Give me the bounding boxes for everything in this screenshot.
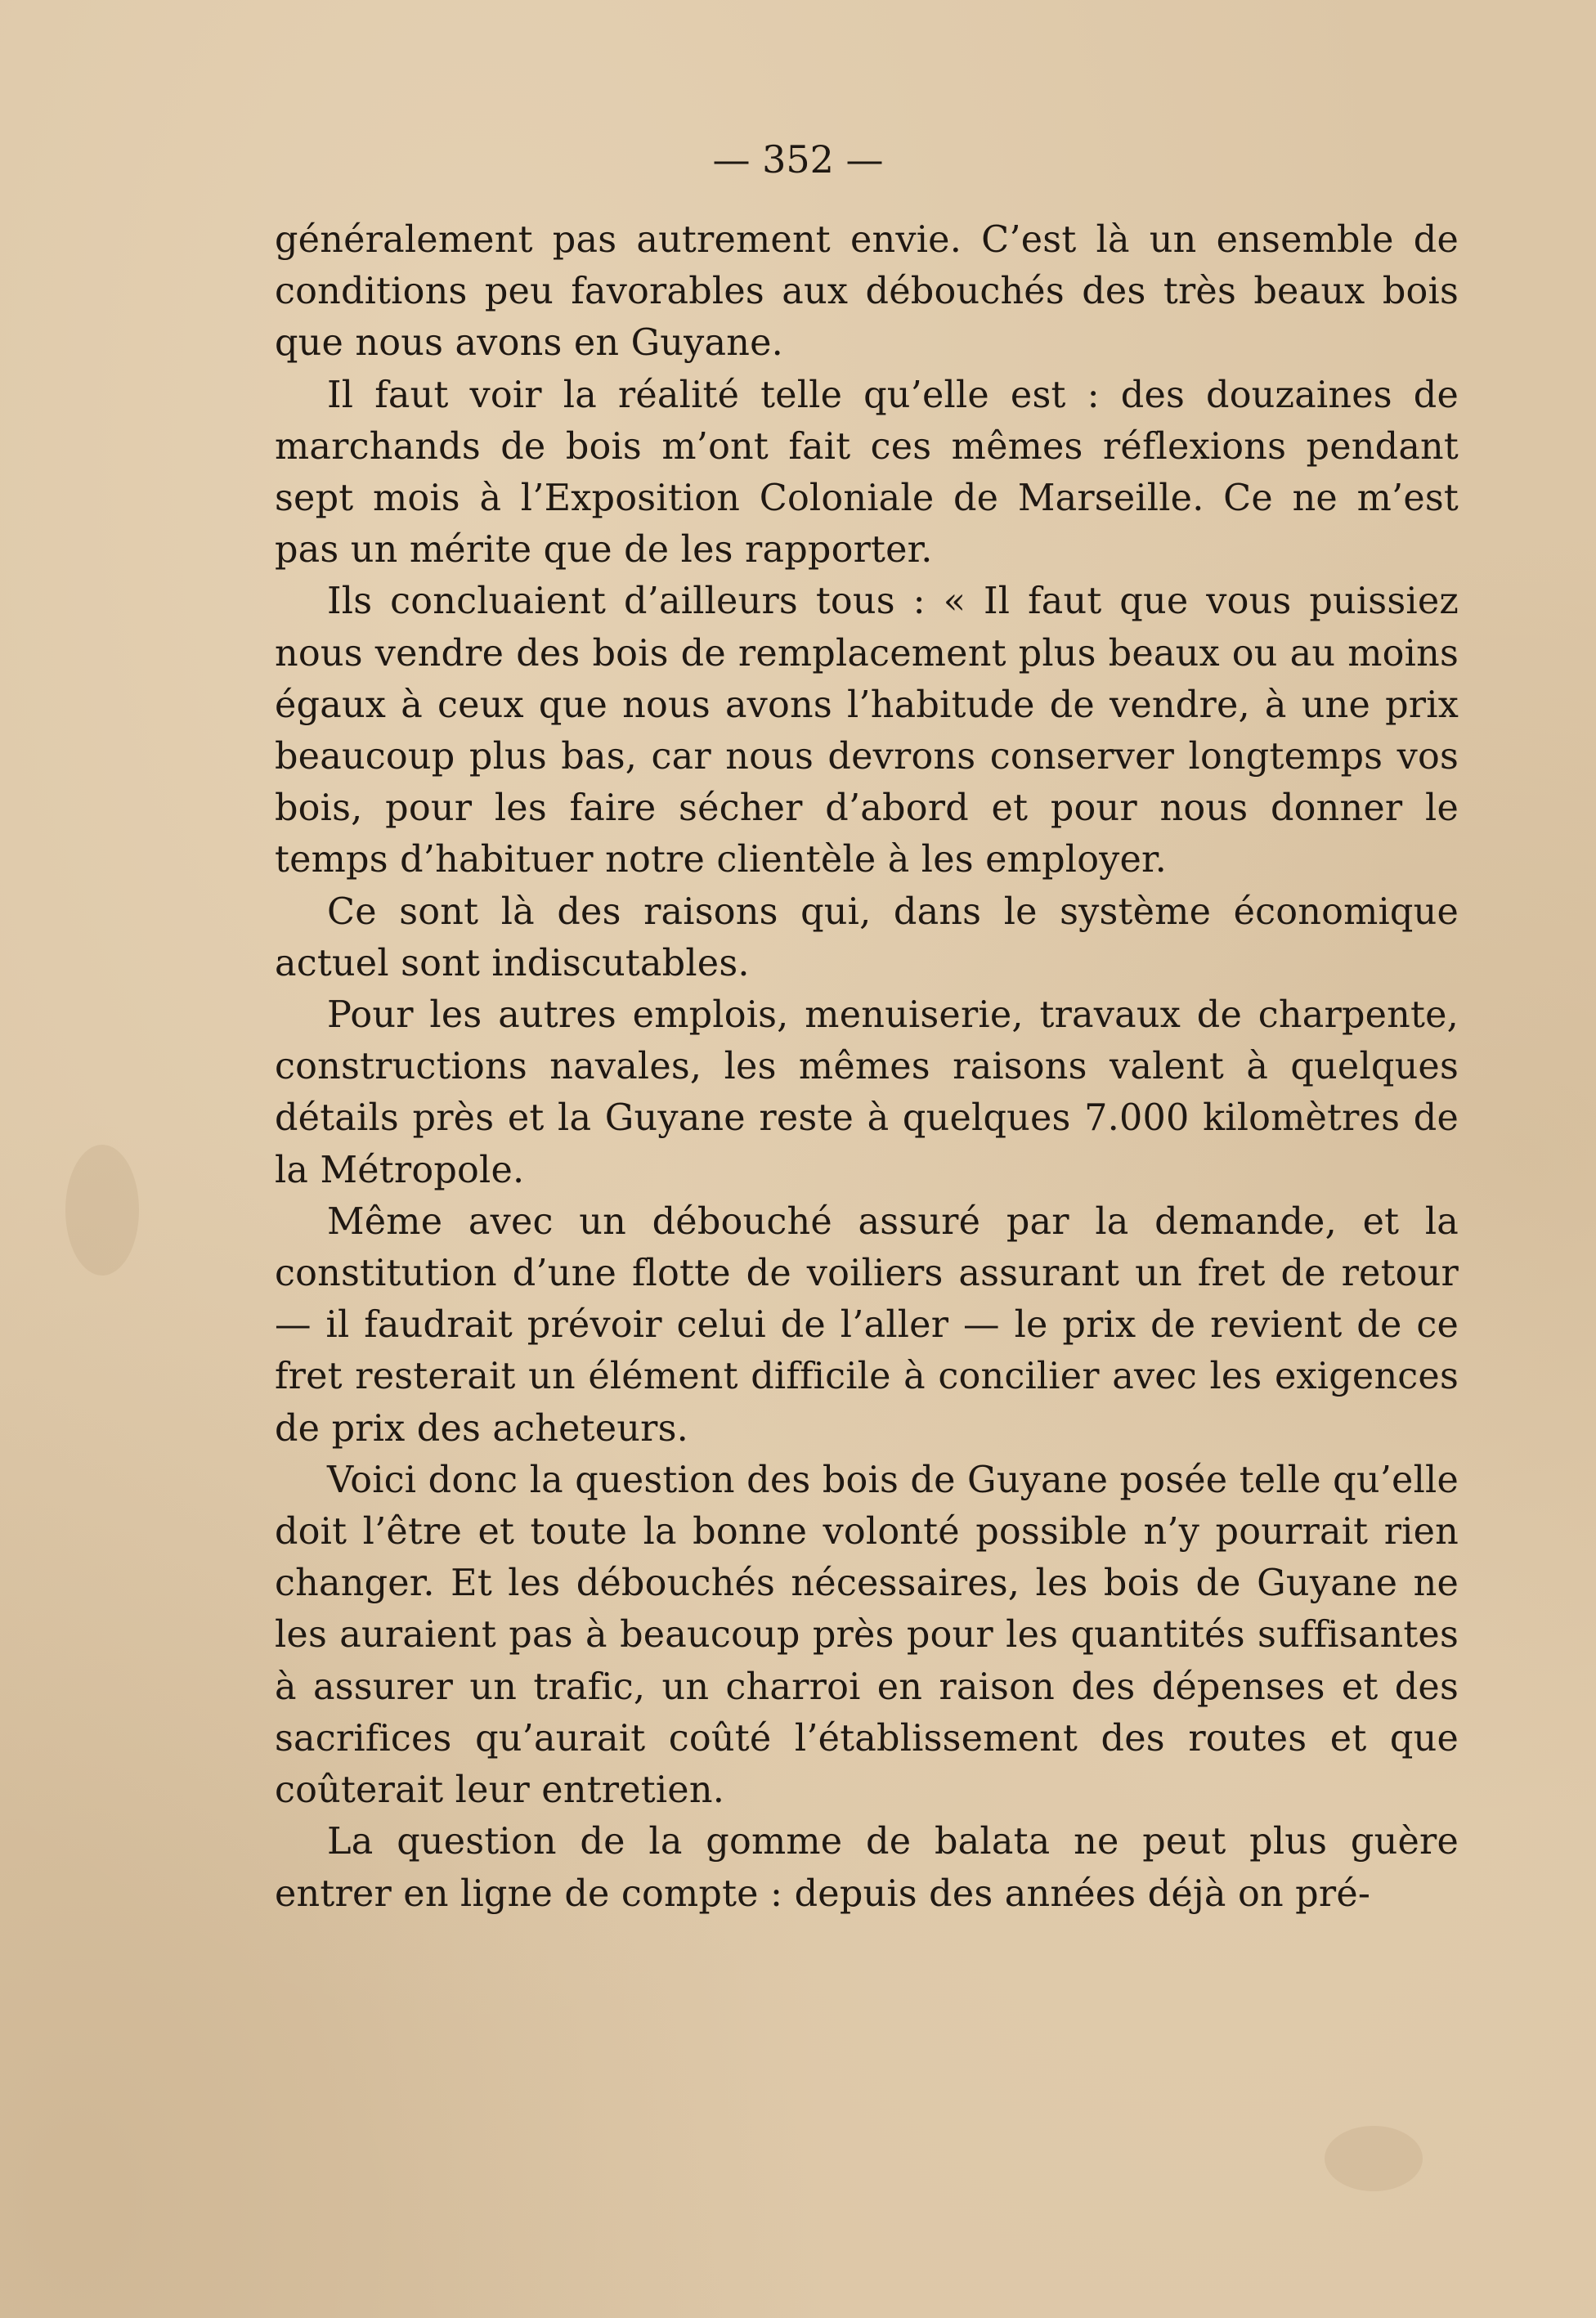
page-number: — 352 —: [712, 137, 884, 182]
paragraph: Il faut voir la réalité telle qu’elle est : des douzaines de marchands de bois m’ont fait ces mêmes réflexions pendant sept mois à l’Exposition Coloniale de Marseille. Ce ne m’est pas un mérite que de les rapporter.: [275, 374, 1459, 572]
paper-stain: [1325, 2126, 1423, 2191]
paragraph: Pour les autres emplois, menuiserie, travaux de charpente, constructions navales, les mêmes raisons valent à quelques détails près et la Guyane reste à quelques 7.000 kilomètres de la Métropole.: [275, 994, 1459, 1191]
paragraph: Ils concluaient d’ailleurs tous : « Il faut que vous puissiez nous vendre des bois de remplacement plus beaux ou au moins égaux à ceux que nous avons l’habitude de vendre, à une prix beaucoup plus bas, car nous devrons conserver longtemps vos bois, pour les faire sécher d’abord et pour nous donner le temps d’habituer notre clientèle à les employer.: [275, 581, 1459, 881]
paragraph: La question de la gomme de balata ne peut plus guère entrer en ligne de compte : depuis des années déjà on pré-: [275, 1821, 1459, 1915]
paper-stain: [65, 1145, 139, 1276]
paragraph: Même avec un débouché assuré par la demande, et la constitution d’une flotte de voiliers assurant un fret de retour — il faudrait prévoir celui de l’aller — le prix de revient de ce fret resterait un élément difficile à concilier avec les exigences de prix des acheteurs.: [275, 1200, 1459, 1450]
paragraph: Ce sont là des raisons qui, dans le système économique actuel sont indiscutables.: [275, 890, 1459, 984]
paragraph: Voici donc la question des bois de Guyane posée telle qu’elle doit l’être et toute la bonne volonté possible n’y pourrait rien changer. Et les débouchés nécessaires, les bois de Guyane ne les auraient pas à beaucoup près pour les quantités suffisantes à assurer un trafic, un charroi en raison des dépenses et des sacrifices qu’aurait coûté l’établissement des routes et que coûterait leur entretien.: [275, 1459, 1459, 1812]
paragraph: généralement pas autrement envie. C’est là un ensemble de conditions peu favorables aux débouchés des très beaux bois que nous avons en Guyane.: [275, 219, 1459, 365]
body-text: [275, 214, 1459, 1920]
